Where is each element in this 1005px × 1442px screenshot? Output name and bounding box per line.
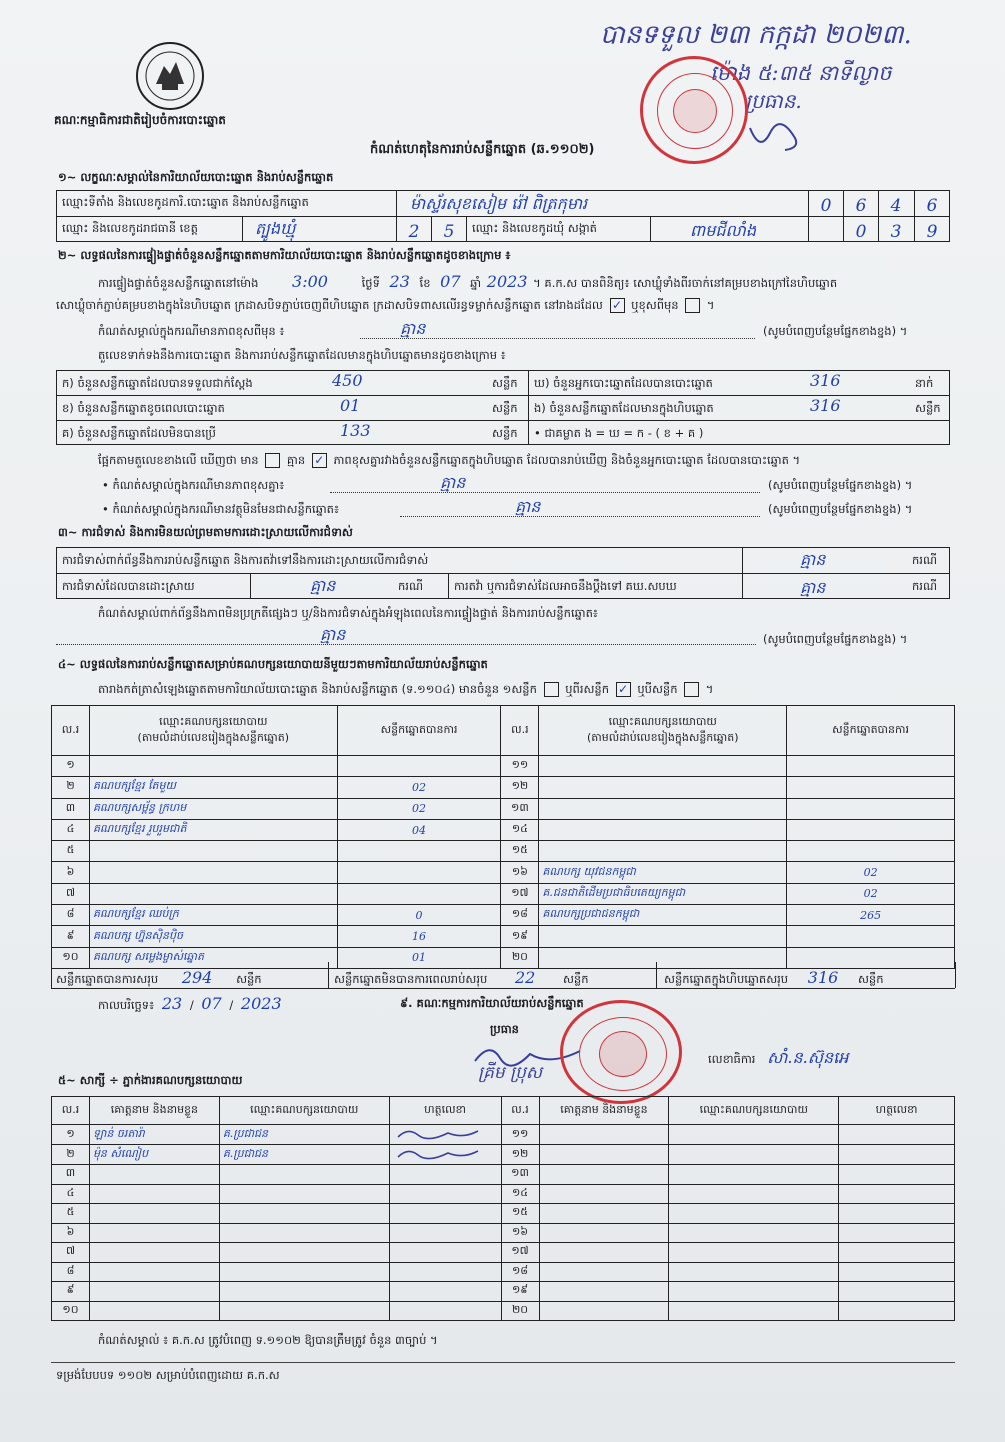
witness-no: ២០	[501, 1301, 539, 1321]
row-no: ៩	[52, 926, 90, 947]
witness-no: ១២	[501, 1145, 539, 1165]
witness-signature	[389, 1125, 501, 1145]
date-day: 23	[161, 994, 183, 1013]
party-name	[539, 798, 787, 819]
party-votes: 16	[337, 926, 501, 947]
party-votes	[787, 926, 955, 947]
witness-party	[669, 1145, 839, 1165]
witness-signature	[389, 1282, 501, 1302]
party-votes	[337, 862, 501, 883]
witness-no: ២	[52, 1145, 90, 1165]
irregularity-value: គ្មាន	[320, 625, 346, 644]
table-row	[52, 798, 955, 819]
party-name	[539, 947, 787, 968]
kho-value: 316	[810, 371, 841, 390]
witness-no: ១០	[52, 1301, 90, 1321]
witness-signature	[839, 1165, 955, 1185]
witness-table	[51, 1096, 955, 1321]
party-votes: 265	[787, 905, 955, 926]
verify-day: 23	[389, 272, 410, 291]
ko-value: 133	[340, 421, 371, 440]
witness-col-no-right: ល.រ	[501, 1097, 539, 1125]
note1-value: គ្មាន	[400, 319, 426, 338]
sheet-count-line: តារាងកត់ត្រាសំឡេងឆ្នោតតាមការិយាល័យបោះឆ្នោត និងរាប់សន្លឹកឆ្នោត (ទ.១១០៤) មានចំនួន ១សន្លឹក ឬពីរសន្លឹក ✓ ឬបីសន្លឹក ។	[98, 682, 714, 696]
witness-party	[669, 1223, 839, 1243]
nec-logo	[134, 40, 206, 112]
party-name	[539, 926, 787, 947]
party-name: គណបក្សខ្មែរ ឈប់ក្រ	[89, 905, 337, 926]
commune-code-digit: 3	[890, 222, 902, 242]
witness-name	[539, 1262, 669, 1282]
row-no: ៣	[52, 798, 90, 819]
ka-label: ក) ចំនួនសន្លឹកឆ្នោតដែលបានទទួលជាក់ស្តែង	[62, 376, 253, 390]
witness-no: ១៣	[501, 1165, 539, 1185]
secretary-signature: សាំ.ន.ស៊ុនអេ	[767, 1048, 849, 1067]
resolved-value: គ្មាន	[310, 576, 336, 595]
note1-label: កំណត់សម្គាល់ក្នុងករណីមានភាពខុសពីមុន ៖	[98, 324, 285, 338]
witness-party	[219, 1204, 389, 1224]
witness-party	[669, 1262, 839, 1282]
party-votes	[787, 756, 955, 777]
verify-time: 3:00	[292, 272, 328, 291]
objection-label: ការជំទាស់ពាក់ព័ន្ធនឹងការរាប់សន្លឹកឆ្នោត និងការតវ៉ាទៅនឹងការដោះស្រាយលើការជំទាស់	[62, 553, 429, 567]
irregularity-hint: (សូមបំពេញបន្ថែមផ្នែកខាងខ្នង) ។	[763, 632, 908, 646]
commune-code-digit: 9	[926, 222, 938, 242]
party-votes	[787, 947, 955, 968]
witness-party	[669, 1243, 839, 1263]
form-footer: ទម្រង់បែបបទ ១១០២ សម្រាប់បំពេញដោយ គ.ក.ស	[56, 1368, 280, 1382]
witness-party	[219, 1243, 389, 1263]
party-votes: 01	[337, 947, 501, 968]
witness-no: ៩	[52, 1282, 90, 1302]
received-note-line2: ម៉ោង ៥:៣៥ នាទីល្ងាច	[710, 61, 892, 85]
no-diff-checkbox[interactable]: ✓	[312, 453, 327, 468]
row-no: ១	[52, 756, 90, 777]
table-row	[52, 1243, 955, 1263]
row-no: ១៨	[501, 905, 539, 926]
valid-total: 294	[181, 968, 213, 987]
two-sheet-checkbox[interactable]: ✓	[616, 682, 631, 697]
witness-no: ៥	[52, 1204, 90, 1224]
row-no: ១៦	[501, 862, 539, 883]
table-row	[52, 1262, 955, 1282]
witness-col-name-right: គោត្តនាម និងនាមខ្លួន	[539, 1097, 669, 1125]
row-no: ១៥	[501, 841, 539, 862]
irregularity-label: កំណត់សម្គាល់ពាក់ព័ន្ធនឹងភាពមិនប្រក្រតីផ្សេងៗ ឬ/និងការជំទាស់ក្នុងអំឡុងពេលនៃការផ្ទៀងផ្ទាត់ និងការរាប់សន្លឹកឆ្នោត៖	[98, 606, 598, 620]
witness-name	[539, 1165, 669, 1185]
witness-name	[539, 1184, 669, 1204]
kho-label: ឃ) ចំនួនអ្នកបោះឆ្នោតដែលបានបោះឆ្នោត	[534, 376, 713, 390]
official-seal-top	[640, 56, 748, 164]
party-name	[89, 883, 337, 904]
row-no: ៥	[52, 841, 90, 862]
witness-no: ៧	[52, 1243, 90, 1263]
ko-unit: សន្លឹក	[492, 426, 518, 440]
row-no: ៤	[52, 819, 90, 840]
party-votes	[787, 819, 955, 840]
verify-year: 2023	[486, 272, 528, 291]
party-votes	[787, 798, 955, 819]
party-name: គណបក្ស ហ្វ៊ុនស៊ិនប៉ិច	[89, 926, 337, 947]
table-row	[52, 1301, 955, 1321]
row-no: ១២	[501, 777, 539, 798]
witness-party	[219, 1262, 389, 1282]
witness-name	[89, 1282, 219, 1302]
commune-code-digit: 0	[855, 222, 867, 242]
resolved-label: ការជំទាស់ដែលបានដោះស្រាយ	[62, 579, 195, 593]
party-votes: 02	[787, 862, 955, 883]
note1-hint: (សូមបំពេញបន្ថែមផ្នែកខាងខ្នង) ។	[763, 324, 908, 338]
ka-value: 450	[332, 371, 363, 390]
table-row	[52, 862, 955, 883]
party-votes: 02	[337, 777, 501, 798]
party-name: គណបក្សខ្មែរ រួបរួមជាតិ	[89, 819, 337, 840]
province-code-digit: 2	[408, 222, 420, 242]
bullet1-hint: (សូមបំពេញបន្ថែមផ្នែកខាងខ្នង) ។	[768, 478, 913, 492]
station-code-digit: 4	[890, 196, 902, 216]
witness-name	[539, 1223, 669, 1243]
witness-party	[669, 1184, 839, 1204]
witness-signature	[839, 1282, 955, 1302]
section1-heading: ១~ លក្ខណៈសម្គាល់នៃការិយាល័យបោះឆ្នោត និងរាប់សន្លឹកឆ្នោត	[58, 170, 334, 184]
verify-line2: សោឃ្លុំចាក់ភ្ជាប់គម្របខាងក្នុងនៃហិបឆ្នោត ក្រដាសបិទភ្ជាប់ចេញពីហិបឆ្នោត ក្រដាសបិទពាសលើរន្ធទម្លាក់សន្លឹកឆ្នោត នៅរាងដដែល ✓ ឬខុសពីមុន ។	[56, 298, 715, 312]
party-votes	[787, 777, 955, 798]
witness-signature	[389, 1262, 501, 1282]
party-name	[539, 756, 787, 777]
top-signature	[740, 118, 810, 162]
date-month: 07	[201, 994, 222, 1013]
witness-signature	[839, 1223, 955, 1243]
table-row	[52, 777, 955, 798]
commune-name: ពាមជីលាំង	[690, 221, 757, 240]
ko-label: គ) ចំនួនសន្លឹកឆ្នោតដែលមិនបានប្រើ	[62, 426, 216, 440]
witness-no: ៣	[52, 1165, 90, 1185]
section4-heading: ៤~ លទ្ធផលនៃការរាប់សន្លឹកឆ្នោតសម្រាប់គណបក្សនយោបាយនីមួយៗតាមការិយាល័យរាប់សន្លឹកឆ្នោត	[58, 657, 488, 671]
witness-col-no: ល.រ	[52, 1097, 90, 1125]
row-no: ២០	[501, 947, 539, 968]
witness-signature	[839, 1243, 955, 1263]
col-no-header: ល.រ	[52, 706, 90, 756]
table-row	[52, 1223, 955, 1243]
secretary-line: លេខាធិការ សាំ.ន.ស៊ុនអេ	[708, 1048, 849, 1067]
committee-label: ៩. គណៈកម្មការការិយាល័យរាប់សន្លឹកឆ្នោត	[400, 996, 584, 1010]
appeal-case-unit: ករណី	[912, 579, 937, 593]
table-row	[52, 905, 955, 926]
footnote: កំណត់សម្គាល់ ៖ គ.ក.ស ត្រូវបំពេញ ទ.១១០២ ឱ្យបានត្រឹមត្រូវ ចំនួន ៣ច្បាប់ ។	[98, 1333, 438, 1347]
witness-signature	[839, 1184, 955, 1204]
table-row	[52, 1282, 955, 1302]
row-no: ៧	[52, 883, 90, 904]
witness-name	[89, 1301, 219, 1321]
witness-name	[539, 1125, 669, 1145]
org-name: គណៈកម្មាធិការជាតិរៀបចំការបោះឆ្នោត	[54, 113, 226, 127]
kha-unit: សន្លឹក	[492, 401, 518, 415]
witness-party	[669, 1301, 839, 1321]
witness-party: គ.ប្រជាជន	[219, 1145, 389, 1165]
witness-name	[539, 1282, 669, 1302]
results-table	[51, 705, 955, 969]
witness-signature	[839, 1262, 955, 1282]
row-no: ១៩	[501, 926, 539, 947]
witness-name	[539, 1204, 669, 1224]
party-name	[89, 862, 337, 883]
ngo-value: 316	[810, 396, 841, 415]
three-sheet-checkbox[interactable]	[684, 682, 699, 697]
station-name: ម៉ាស្ទ័រសុខសៀម រ៉ៅ ពិត្រកុមារ	[410, 194, 588, 213]
witness-name	[539, 1145, 669, 1165]
table-row	[52, 1145, 955, 1165]
table-row	[52, 819, 955, 840]
province-label: ឈ្មោះ និងលេខកូដរាជធានី ខេត្ត	[62, 221, 198, 235]
witness-party	[669, 1282, 839, 1302]
formula: • ជាគម្លាត ង = ឃ = ក - ( ខ + គ )	[534, 426, 704, 440]
row-no: ៦	[52, 862, 90, 883]
party-votes: 04	[337, 819, 501, 840]
diff-line: ផ្អែកតាមតួលេខខាងលើ ឃើញថា មាន គ្មាន ✓ ភាពខុសគ្នារវាងចំនួនសន្លឹកឆ្នោតក្នុងហិបឆ្នោត ដែលបានរាប់ឃើញ និងចំនួនអ្នកបោះឆ្នោត ដែលបានបោះឆ្នោត ។	[98, 453, 801, 467]
col-votes-header: សន្លឹកឆ្នោតបានការ	[337, 706, 501, 756]
totals-line: សន្លឹកឆ្នោតបានការសរុប 294 សន្លឹក	[56, 968, 262, 987]
resolved-case-unit: ករណី	[398, 579, 423, 593]
witness-no: ៤	[52, 1184, 90, 1204]
section3-heading: ៣~ ការជំទាស់ និងការមិនយល់ព្រមតាមការដោះស្រាយលើការជំទាស់	[58, 525, 353, 539]
box-total-line: សន្លឹកឆ្នោតក្នុងហិបឆ្នោតសរុប 316 សន្លឹក	[664, 968, 884, 987]
witness-signature	[839, 1125, 955, 1145]
witness-signature	[839, 1204, 955, 1224]
table-row	[52, 1165, 955, 1185]
witness-no: ១	[52, 1125, 90, 1145]
station-label: ឈ្មោះទីតាំង និងលេខកូដការិ.បោះឆ្នោត និងរាប់សន្លឹកឆ្នោត	[62, 195, 309, 209]
row-no: ១៣	[501, 798, 539, 819]
witness-name	[539, 1301, 669, 1321]
witness-no: ១៤	[501, 1184, 539, 1204]
witness-col-sign-right: ហត្ថលេខា	[839, 1097, 955, 1125]
witness-col-name: គោត្តនាម និងនាមខ្លួន	[89, 1097, 219, 1125]
row-no: ១៧	[501, 883, 539, 904]
party-name	[89, 841, 337, 862]
objection-value: គ្មាន	[800, 550, 826, 569]
date-year: 2023	[240, 994, 282, 1013]
witness-no: ១៥	[501, 1204, 539, 1224]
witness-no: ១៧	[501, 1243, 539, 1263]
witness-party	[219, 1301, 389, 1321]
witness-no: ៨	[52, 1262, 90, 1282]
party-votes	[337, 841, 501, 862]
figures-intro: តួលេខទាក់ទងនឹងការបោះឆ្នោត និងការរាប់សន្លឹកឆ្នោតដែលមានក្នុងហិបឆ្នោតមានដូចខាងក្រោម ៖	[98, 348, 506, 362]
witness-signature	[389, 1204, 501, 1224]
table-row	[52, 1184, 955, 1204]
witness-party	[219, 1165, 389, 1185]
party-name: គណបក្ស សម្លេងម្ចាស់ឆ្នោត	[89, 947, 337, 968]
bullet2-label: • កំណត់សម្គាល់ក្នុងករណីមានវត្ថុមិនមែនជាសន្លឹកឆ្នោត៖	[102, 502, 340, 516]
party-votes	[787, 841, 955, 862]
witness-no: ៦	[52, 1223, 90, 1243]
province-code-digit: 5	[443, 222, 455, 242]
witness-name	[89, 1223, 219, 1243]
witness-name	[89, 1262, 219, 1282]
party-name	[539, 777, 787, 798]
box-total: 316	[807, 968, 839, 987]
has-diff-checkbox[interactable]	[265, 453, 280, 468]
witness-col-sign: ហត្ថលេខា	[389, 1097, 501, 1125]
chair-label: ប្រធាន	[490, 1022, 519, 1036]
station-code-digit: 6	[926, 196, 938, 216]
section2-heading: ២~ លទ្ធផលនៃការផ្ទៀងផ្ទាត់ចំនួនសន្លឹកឆ្នោតតាមការិយាល័យបោះឆ្នោត និងរាប់សន្លឹកឆ្នោតដូចខាងក្រោម ៖	[58, 248, 511, 262]
party-votes: 02	[337, 798, 501, 819]
witness-party	[219, 1184, 389, 1204]
party-name	[539, 819, 787, 840]
witness-signature	[839, 1301, 955, 1321]
invalid-total-line: សន្លឹកឆ្នោតមិនបានការពេលរាប់សរុប 22 សន្លឹក	[334, 968, 589, 987]
table-row	[52, 1125, 955, 1145]
witness-name: ម៉ុន សំណៀប	[89, 1145, 219, 1165]
different-checkbox[interactable]	[685, 298, 700, 313]
table-row	[52, 883, 955, 904]
col-party-header: ឈ្មោះគណបក្សនយោបាយ (តាមលំដាប់លេខរៀងក្នុងសន្លឹកឆ្នោត)	[89, 706, 337, 756]
received-note-line1: បានទទួល ២៣ កក្កដា ២០២៣.	[600, 20, 912, 50]
witness-no: ១១	[501, 1125, 539, 1145]
row-no: ២	[52, 777, 90, 798]
witness-name	[89, 1165, 219, 1185]
appeal-label: ការតវ៉ា ឬការជំទាស់ដែលអាចនឹងប្តឹងទៅ គឃ.សបឃ	[454, 579, 677, 593]
verify-line: ការផ្ទៀងផ្ទាត់ចំនួនសន្លឹកឆ្នោតនៅម៉ោង 3:00 ថ្ងៃទី 23 ខែ 07 ឆ្នាំ 2023 ។ គ.ក.ស បានពិនិត្យ៖ សោឃ្លុំទាំងពីរចាក់នៅគម្របខាងក្រៅនៃហិបឆ្នោត	[98, 272, 838, 291]
table-row	[52, 947, 955, 968]
bullet2-hint: (សូមបំពេញបន្ថែមផ្នែកខាងខ្នង) ។	[768, 502, 913, 516]
witness-name	[89, 1204, 219, 1224]
witness-party	[669, 1165, 839, 1185]
same-checkbox[interactable]: ✓	[610, 298, 625, 313]
party-name: គ.ជនជាតិដើមប្រជាធិបតេយ្យកម្ពុជា	[539, 883, 787, 904]
section5-heading: ៥~ សាក្សី ÷ ភ្នាក់ងារគណបក្សនយោបាយ	[58, 1073, 243, 1087]
table-row	[52, 1204, 955, 1224]
witness-no: ១៨	[501, 1262, 539, 1282]
party-name	[539, 841, 787, 862]
party-votes: 02	[787, 883, 955, 904]
page-title: កំណត់ហេតុនៃការរាប់សន្លឹកឆ្នោត (ឆ.១១០២)	[370, 142, 595, 157]
appeal-value: គ្មាន	[800, 578, 826, 597]
ngo-label: ង) ចំនួនសន្លឹកឆ្នោតដែលមានក្នុងហិបឆ្នោត	[534, 401, 714, 415]
date-line: កាលបរិច្ឆេទ៖ 23 / 07 / 2023	[98, 994, 282, 1013]
col-party-header-right: ឈ្មោះគណបក្សនយោបាយ (តាមលំដាប់លេខរៀងក្នុងសន្លឹកឆ្នោត)	[539, 706, 787, 756]
verify-month: 07	[440, 272, 461, 291]
objection-case-unit: ករណី	[912, 553, 937, 567]
kho-unit: នាក់	[915, 376, 934, 390]
party-name: គណបក្សខ្មែរ តែមួយ	[89, 777, 337, 798]
row-no: ១០	[52, 947, 90, 968]
party-name: គណបក្ស យុវជនកម្ពុជា	[539, 862, 787, 883]
witness-party	[219, 1223, 389, 1243]
row-no: ១១	[501, 756, 539, 777]
witness-party: គ.ប្រជាជន	[219, 1125, 389, 1145]
witness-signature	[389, 1243, 501, 1263]
ka-unit: សន្លឹក	[492, 376, 518, 390]
witness-signature	[389, 1301, 501, 1321]
witness-party	[669, 1204, 839, 1224]
witness-col-party-right: ឈ្មោះគណបក្សនយោបាយ	[669, 1097, 839, 1125]
bullet2-value: គ្មាន	[515, 497, 541, 516]
witness-party	[219, 1282, 389, 1302]
row-no: ៨	[52, 905, 90, 926]
table-row	[52, 756, 955, 777]
witness-name	[89, 1243, 219, 1263]
table-row	[52, 841, 955, 862]
witness-signature	[389, 1145, 501, 1165]
witness-signature	[389, 1165, 501, 1185]
bullet1-value: គ្មាន	[440, 473, 466, 492]
official-seal-bottom	[560, 1000, 682, 1104]
row-no: ១៤	[501, 819, 539, 840]
party-name: គណបក្សប្រជាជនកម្ពុជា	[539, 905, 787, 926]
station-code-digit: 6	[855, 196, 867, 216]
kha-value: 01	[340, 396, 361, 415]
witness-col-party: ឈ្មោះគណបក្សនយោបាយ	[219, 1097, 389, 1125]
table-row	[52, 926, 955, 947]
kha-label: ខ) ចំនួនសន្លឹកឆ្នោតខូចពេលបោះឆ្នោត	[62, 401, 225, 415]
party-name	[89, 756, 337, 777]
witness-no: ១៦	[501, 1223, 539, 1243]
province-name: ត្បូងឃ្មុំ	[255, 219, 296, 238]
witness-no: ១៩	[501, 1282, 539, 1302]
witness-name	[539, 1243, 669, 1263]
witness-signature	[389, 1223, 501, 1243]
witness-signature	[839, 1145, 955, 1165]
col-no-header-right: ល.រ	[501, 706, 539, 756]
party-votes	[337, 883, 501, 904]
witness-party	[669, 1125, 839, 1145]
ngo-unit: សន្លឹក	[915, 401, 941, 415]
party-name: គណបក្សសម្ព័ន្ធ ក្រហម	[89, 798, 337, 819]
station-code-digit: 0	[820, 196, 832, 216]
party-votes: 0	[337, 905, 501, 926]
party-votes	[337, 756, 501, 777]
chair-name: គ្រីម ប្រុស	[478, 1063, 543, 1083]
witness-name: ឡាន់ ចរតារ៉ា	[89, 1125, 219, 1145]
bullet1-label: • កំណត់សម្គាល់ក្នុងករណីមានភាពខុសគ្នា៖	[102, 478, 285, 492]
commune-label: ឈ្មោះ និងលេខកូដឃុំ សង្កាត់	[472, 221, 597, 235]
witness-name	[89, 1184, 219, 1204]
received-note-line3: ប្រធាន.	[745, 89, 802, 113]
witness-signature	[389, 1184, 501, 1204]
one-sheet-checkbox[interactable]	[544, 682, 559, 697]
col-votes-header-right: សន្លឹកឆ្នោតបានការ	[787, 706, 955, 756]
invalid-total: 22	[514, 968, 536, 987]
